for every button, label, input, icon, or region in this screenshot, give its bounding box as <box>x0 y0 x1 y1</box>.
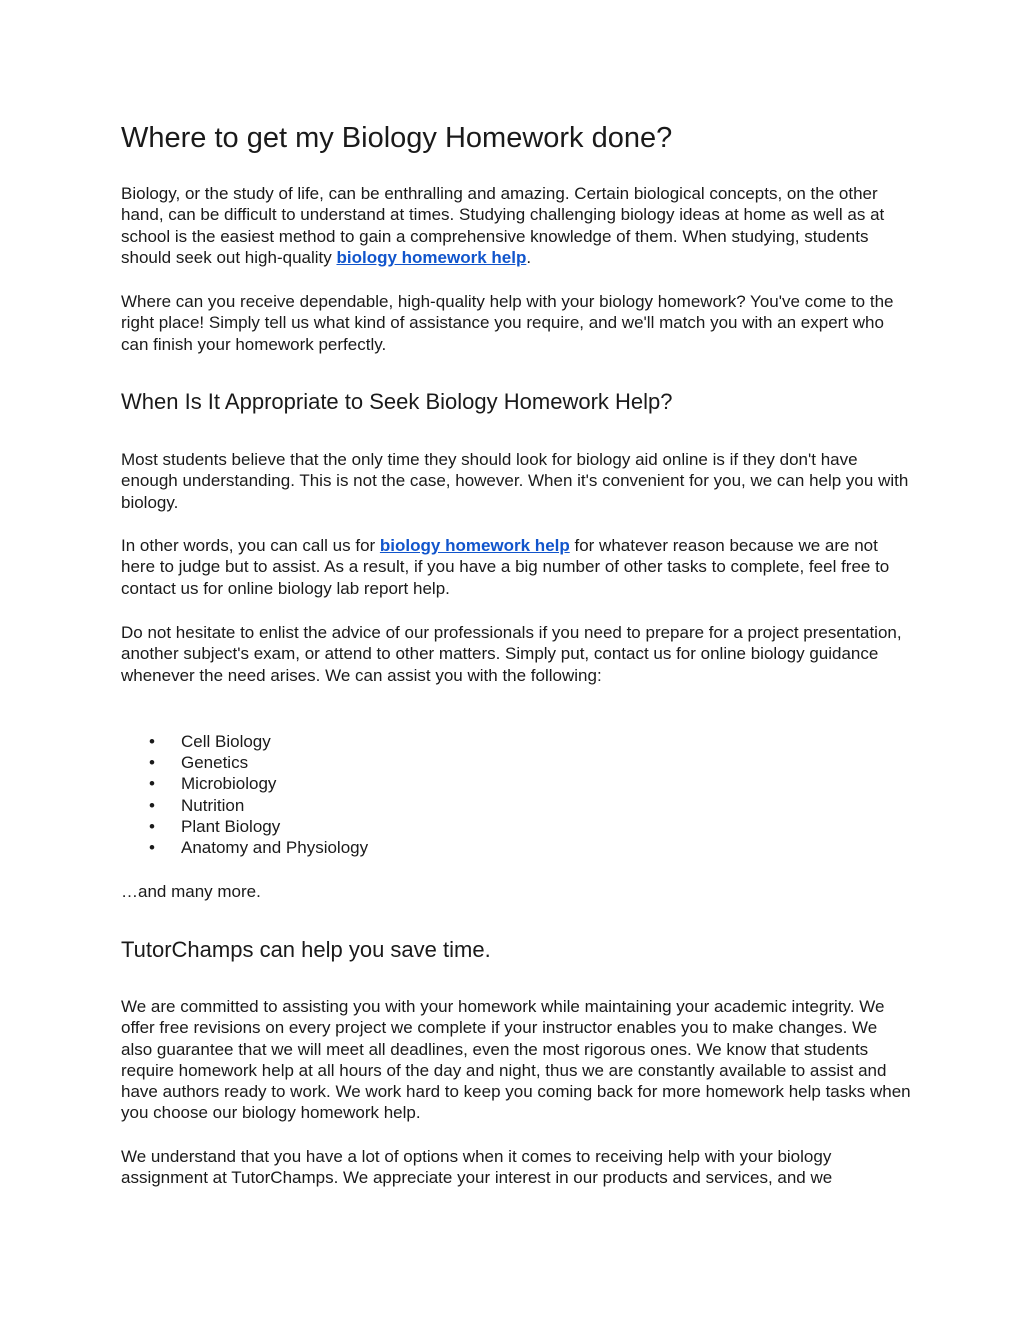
list-item: • Nutrition <box>121 795 368 816</box>
biology-homework-help-link-2[interactable]: biology homework help <box>379 536 570 555</box>
intro-text: Biology, or the study of life, can be enthralling and amazing. Certain biological concepts, on the other hand, can be difficult to understand at times. Studying challenging biology ideas at home as well as at school is the easiest method to gain a comprehensive knowledge of them. When studying, students should seek out high-quality <box>121 184 885 267</box>
page-title: Where to get my Biology Homework done? <box>121 122 673 154</box>
list-item: • Cell Biology <box>121 731 368 752</box>
paragraph-2: Where can you receive dependable, high-quality help with your biology homework? You've come to the right place! Simply tell us what kind of assistance you require, and we'll match you with an expert who can finish your homework perfectly. <box>121 292 894 354</box>
list-footer: …and many more. <box>121 882 261 901</box>
section-1-paragraph-1: Most students believe that the only time they should look for biology aid online is if they don't have enough understanding. This is not the case, however. When it's convenient for you, we can help you with biology. <box>121 450 909 512</box>
section-heading-when: When Is It Appropriate to Seek Biology Homework Help? <box>121 389 673 414</box>
section-2-paragraph-1: We are committed to assisting you with your homework while maintaining your academic integrity. We offer free revisions on every project we complete if your instructor enables you to make changes. We also guarantee that we will meet all deadlines, even the most rigorous ones. We know that students require homework help at all hours of the day and night, thus we are constantly available to assist and have authors ready to work. We work hard to keep you coming back for more homework help tasks when you choose our biology homework help. <box>121 997 911 1123</box>
section-1-paragraph-2 <box>121 535 911 599</box>
biology-homework-help-link[interactable]: biology homework help <box>336 247 527 267</box>
list-item: • Genetics <box>121 752 368 773</box>
section-2-paragraph-2: We understand that you have a lot of options when it comes to receiving help with your biology assignment at TutorChamps. We appreciate your interest in our products and services, and we <box>121 1147 833 1188</box>
list-item: • Plant Biology <box>121 816 368 837</box>
section-1-paragraph-2-text-end: for whatever reason because we are not here to judge but to assist. As a result, if you have a big number of other tasks to complete, feel free to contact us for online biology lab report help. <box>121 536 890 598</box>
intro-paragraph <box>121 183 911 268</box>
section-1-paragraph-3: Do not hesitate to enlist the advice of our professionals if you need to prepare for a project presentation, another subject's exam, or attend to other matters. Simply put, contact us for online biology guidance whenever the need arises. We can assist you with the following: <box>121 623 902 685</box>
list-item: • Microbiology <box>121 773 368 794</box>
subject-list <box>121 731 368 858</box>
intro-text-end: . <box>526 247 532 267</box>
section-1-paragraph-2-text: In other words, you can call us for <box>121 536 380 555</box>
list-item: • Anatomy and Physiology <box>121 837 368 858</box>
section-heading-tutorchamps: TutorChamps can help you save time. <box>121 937 491 962</box>
